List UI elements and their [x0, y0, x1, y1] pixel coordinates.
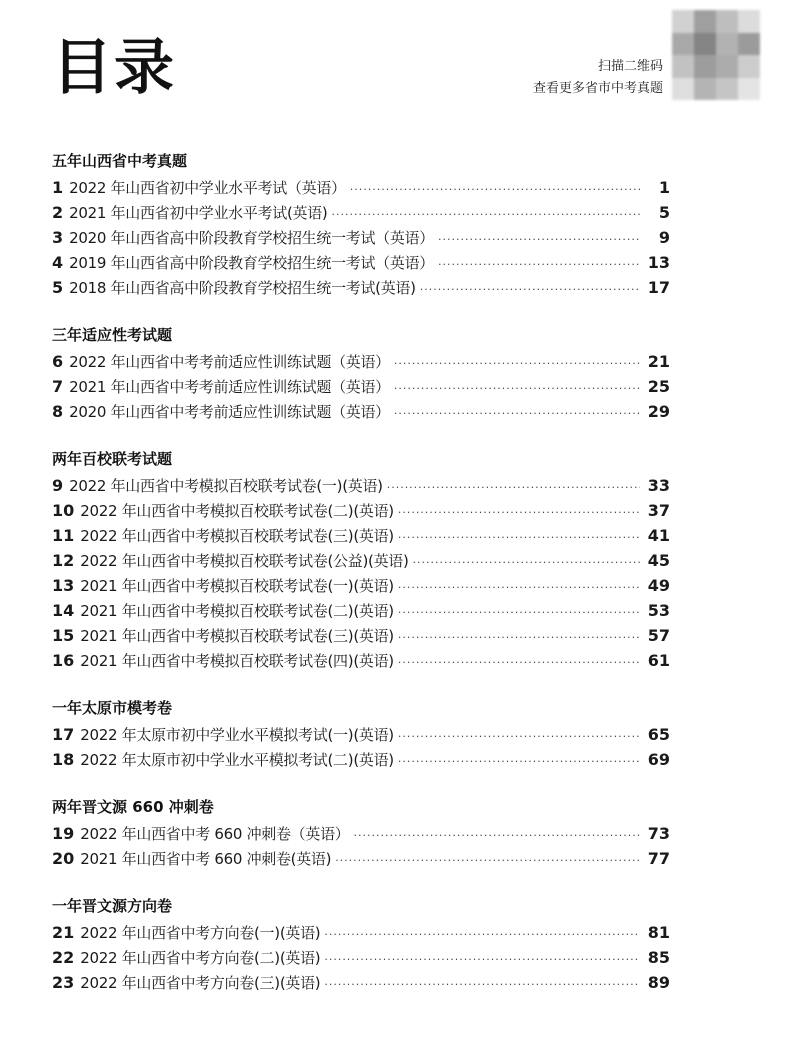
entry-title: 2021 年山西省初中学业水平考试(英语) — [69, 204, 328, 222]
entry-title: 2021 年山西省中考模拟百校联考试卷(三)(英语) — [80, 627, 394, 645]
entry-page-number: 37 — [647, 501, 670, 520]
entry-page-number: 45 — [647, 551, 670, 570]
entry-title: 2022 年太原市初中学业水平模拟考试(二)(英语) — [80, 751, 394, 769]
dot-leader — [438, 252, 640, 277]
toc-entry[interactable] — [52, 945, 670, 970]
dot-leader — [335, 848, 640, 873]
dot-leader — [353, 823, 639, 848]
entry-number: 11 — [52, 526, 75, 545]
entry-number: 16 — [52, 651, 75, 670]
entry-title: 2022 年山西省中考模拟百校联考试卷(二)(英语) — [80, 502, 394, 520]
entry-title: 2022 年山西省初中学业水平考试（英语） — [69, 179, 346, 197]
entry-page-number: 9 — [658, 228, 670, 247]
table-of-contents — [52, 150, 670, 1019]
entry-page-number: 65 — [647, 725, 670, 744]
dot-leader — [398, 575, 640, 600]
entry-title: 2020 年山西省中考考前适应性训练试题（英语） — [69, 403, 390, 421]
entry-title: 2022 年山西省中考方向卷(三)(英语) — [80, 974, 321, 992]
entry-title: 2020 年山西省高中阶段教育学校招生统一考试（英语） — [69, 229, 434, 247]
section-title: 两年晋文源 660 冲刺卷 — [52, 798, 214, 816]
entry-page-number: 5 — [658, 203, 670, 222]
toc-entry[interactable] — [52, 374, 670, 399]
toc-section — [52, 697, 670, 772]
dot-leader — [398, 724, 640, 749]
entry-number: 20 — [52, 849, 75, 868]
toc-entry[interactable] — [52, 175, 670, 200]
toc-entry[interactable] — [52, 821, 670, 846]
dot-leader — [394, 401, 640, 426]
entry-page-number: 69 — [647, 750, 670, 769]
entry-page-number: 81 — [647, 923, 670, 942]
toc-section — [52, 150, 670, 300]
toc-section — [52, 796, 670, 871]
entry-page-number: 49 — [647, 576, 670, 595]
section-title: 五年山西省中考真题 — [52, 152, 188, 170]
toc-entry[interactable] — [52, 598, 670, 623]
entry-title: 2021 年山西省中考模拟百校联考试卷(二)(英语) — [80, 602, 394, 620]
toc-entry[interactable] — [52, 473, 670, 498]
entry-number: 3 — [52, 228, 64, 247]
dot-leader — [398, 500, 640, 525]
entry-title: 2022 年山西省中考模拟百校联考试卷(一)(英语) — [69, 477, 383, 495]
entry-number: 14 — [52, 601, 75, 620]
dot-leader — [394, 376, 640, 401]
entry-page-number: 25 — [647, 377, 670, 396]
toc-section — [52, 448, 670, 673]
toc-entry[interactable] — [52, 920, 670, 945]
entry-title: 2021 年山西省中考考前适应性训练试题（英语） — [69, 378, 390, 396]
dot-leader — [398, 600, 640, 625]
toc-entry[interactable] — [52, 623, 670, 648]
entry-number: 8 — [52, 402, 64, 421]
entry-page-number: 77 — [647, 849, 670, 868]
entry-number: 7 — [52, 377, 64, 396]
dot-leader — [394, 351, 640, 376]
toc-entry[interactable] — [52, 349, 670, 374]
toc-section — [52, 895, 670, 995]
dot-leader — [324, 947, 639, 972]
entry-page-number: 21 — [647, 352, 670, 371]
entry-title: 2021 年山西省中考模拟百校联考试卷(四)(英语) — [80, 652, 394, 670]
entry-number: 9 — [52, 476, 64, 495]
toc-entry[interactable] — [52, 523, 670, 548]
dot-leader — [413, 550, 640, 575]
dot-leader — [420, 277, 640, 302]
entry-title: 2022 年山西省中考 660 冲刺卷（英语） — [80, 825, 350, 843]
toc-entry[interactable] — [52, 722, 670, 747]
dot-leader — [398, 525, 640, 550]
toc-entry[interactable] — [52, 275, 670, 300]
entry-title: 2022 年山西省中考考前适应性训练试题（英语） — [69, 353, 390, 371]
entry-title: 2022 年山西省中考方向卷(二)(英语) — [80, 949, 321, 967]
entry-page-number: 17 — [647, 278, 670, 297]
entry-page-number: 73 — [647, 824, 670, 843]
entry-number: 12 — [52, 551, 75, 570]
toc-entry[interactable] — [52, 747, 670, 772]
entry-title: 2022 年太原市初中学业水平模拟考试(一)(英语) — [80, 726, 394, 744]
entry-title: 2019 年山西省高中阶段教育学校招生统一考试（英语） — [69, 254, 434, 272]
entry-number: 22 — [52, 948, 75, 967]
dot-leader — [387, 475, 640, 500]
entry-page-number: 29 — [647, 402, 670, 421]
toc-entry[interactable] — [52, 498, 670, 523]
entry-number: 4 — [52, 253, 64, 272]
toc-entry[interactable] — [52, 648, 670, 673]
entry-page-number: 13 — [647, 253, 670, 272]
entry-number: 13 — [52, 576, 75, 595]
entry-number: 1 — [52, 178, 64, 197]
dot-leader — [398, 625, 640, 650]
entry-title: 2022 年山西省中考模拟百校联考试卷(三)(英语) — [80, 527, 394, 545]
entry-title: 2022 年山西省中考模拟百校联考试卷(公益)(英语) — [80, 552, 409, 570]
entry-page-number: 85 — [647, 948, 670, 967]
entry-number: 17 — [52, 725, 75, 744]
section-title: 一年晋文源方向卷 — [52, 897, 173, 915]
entry-page-number: 41 — [647, 526, 670, 545]
entry-title: 2022 年山西省中考方向卷(一)(英语) — [80, 924, 321, 942]
entry-page-number: 61 — [647, 651, 670, 670]
qr-caption-line2: 查看更多省市中考真题 — [532, 81, 663, 96]
toc-entry[interactable] — [52, 970, 670, 995]
entry-page-number: 89 — [647, 973, 670, 992]
entry-page-number: 1 — [658, 178, 670, 197]
dot-leader — [398, 749, 640, 774]
toc-section — [52, 324, 670, 424]
entry-number: 5 — [52, 278, 64, 297]
entry-title: 2021 年山西省中考模拟百校联考试卷(一)(英语) — [80, 577, 394, 595]
entry-number: 18 — [52, 750, 75, 769]
entry-number: 21 — [52, 923, 75, 942]
entry-page-number: 53 — [647, 601, 670, 620]
section-title: 一年太原市模考卷 — [52, 699, 173, 717]
dot-leader — [324, 922, 639, 947]
toc-entry[interactable] — [52, 250, 670, 275]
section-title: 两年百校联考试题 — [52, 450, 173, 468]
qr-code-image[interactable] — [672, 10, 760, 100]
toc-entry[interactable] — [52, 399, 670, 424]
section-title: 三年适应性考试题 — [52, 326, 173, 344]
toc-entry[interactable] — [52, 200, 670, 225]
entry-page-number: 33 — [647, 476, 670, 495]
entry-number: 10 — [52, 501, 75, 520]
entry-number: 6 — [52, 352, 64, 371]
qr-caption-line1: 扫描二维码 — [597, 59, 663, 74]
toc-entry[interactable] — [52, 846, 670, 871]
entry-title: 2021 年山西省中考 660 冲刺卷(英语) — [80, 850, 332, 868]
dot-leader — [324, 972, 639, 997]
entry-title: 2018 年山西省高中阶段教育学校招生统一考试(英语) — [69, 279, 416, 297]
page-title: 目录 — [52, 33, 176, 103]
entry-page-number: 57 — [647, 626, 670, 645]
dot-leader — [332, 202, 641, 227]
toc-entry[interactable] — [52, 573, 670, 598]
toc-entry[interactable] — [52, 225, 670, 250]
entry-number: 19 — [52, 824, 75, 843]
dot-leader — [398, 650, 640, 675]
entry-number: 2 — [52, 203, 64, 222]
dot-leader — [438, 227, 640, 252]
qr-caption — [533, 56, 663, 100]
entry-number: 15 — [52, 626, 75, 645]
entry-number: 23 — [52, 973, 75, 992]
dot-leader — [350, 177, 640, 202]
toc-entry[interactable] — [52, 548, 670, 573]
